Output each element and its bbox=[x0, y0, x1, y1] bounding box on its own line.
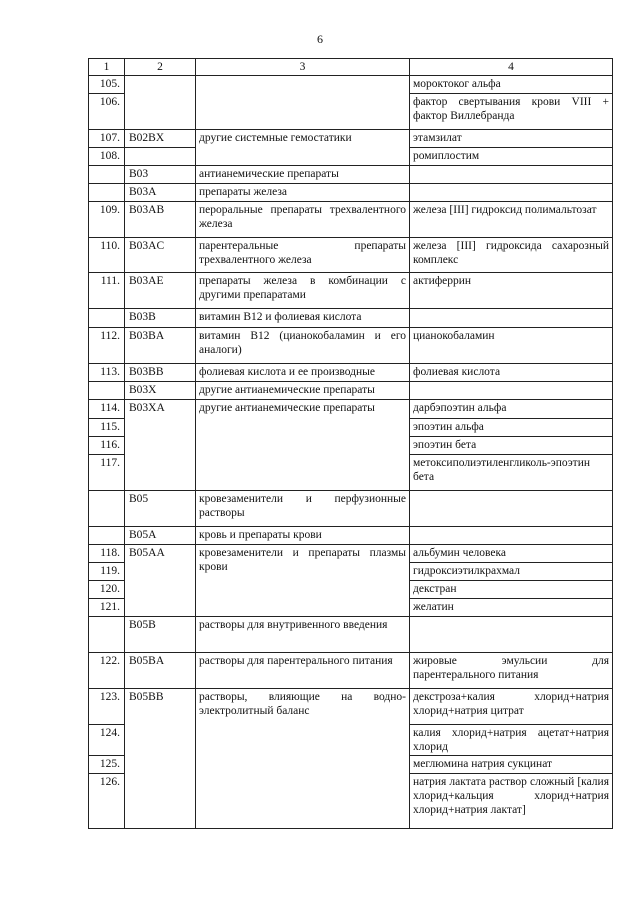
drug-name-cell: ромиплостим bbox=[410, 148, 613, 166]
table-row bbox=[89, 653, 613, 689]
row-number-cell bbox=[89, 491, 125, 527]
table-row bbox=[89, 527, 613, 545]
drug-name-cell: жировые эмульсии для парентерального питания bbox=[410, 653, 613, 689]
atc-code-cell: B05A bbox=[125, 527, 196, 545]
table-row bbox=[89, 328, 613, 364]
pharmacological-group-cell: кровь и препараты крови bbox=[196, 527, 410, 545]
atc-code-cell: B05B bbox=[125, 617, 196, 653]
atc-code-cell: B03BA bbox=[125, 328, 196, 364]
drug-name-cell: эпоэтин альфа bbox=[410, 419, 613, 437]
row-number-cell bbox=[89, 382, 125, 400]
row-number-cell: 111. bbox=[89, 273, 125, 309]
drug-name-cell: меглюмина натрия сукцинат bbox=[410, 756, 613, 774]
row-number-cell: 124. bbox=[89, 725, 125, 756]
atc-code-cell: B05AA bbox=[125, 545, 196, 617]
row-number-cell: 109. bbox=[89, 202, 125, 238]
pharmacological-group-cell: кровезаменители и перфузионные растворы bbox=[196, 491, 410, 527]
pharmacological-group-cell: другие антианемические препараты bbox=[196, 382, 410, 400]
table-row bbox=[89, 238, 613, 273]
drug-classification-table bbox=[88, 58, 613, 829]
row-number-cell: 119. bbox=[89, 563, 125, 581]
row-number-cell bbox=[89, 309, 125, 328]
row-number-cell: 125. bbox=[89, 756, 125, 774]
row-number-cell bbox=[89, 166, 125, 184]
table-row bbox=[89, 166, 613, 184]
pharmacological-group-cell: препараты железа в комбинации с другими препаратами bbox=[196, 273, 410, 309]
atc-code-cell: B02BX bbox=[125, 130, 196, 148]
drug-name-cell bbox=[410, 166, 613, 184]
table-row bbox=[89, 184, 613, 202]
pharmacological-group-cell: другие антианемические препараты bbox=[196, 400, 410, 491]
row-number-cell bbox=[89, 527, 125, 545]
drug-name-cell bbox=[410, 617, 613, 653]
pharmacological-group-cell: растворы для внутривенного введения bbox=[196, 617, 410, 653]
row-number-cell: 106. bbox=[89, 94, 125, 130]
drug-name-cell: фолиевая кислота bbox=[410, 364, 613, 382]
drug-name-cell bbox=[410, 184, 613, 202]
drug-name-cell bbox=[410, 491, 613, 527]
row-number-cell: 114. bbox=[89, 400, 125, 419]
table-header-row bbox=[89, 59, 613, 76]
row-number-cell: 105. bbox=[89, 76, 125, 94]
table-row bbox=[89, 382, 613, 400]
pharmacological-group-cell: другие системные гемостатики bbox=[196, 130, 410, 166]
drug-name-cell: дарбэпоэтин альфа bbox=[410, 400, 613, 419]
row-number-cell: 121. bbox=[89, 599, 125, 617]
drug-name-cell bbox=[410, 382, 613, 400]
drug-name-cell: натрия лактата раствор сложный [калия хлорид+кальция хлорид+натрия хлорид+натрия лактат] bbox=[410, 774, 613, 829]
drug-name-cell: калия хлорид+натрия ацетат+натрия хлорид bbox=[410, 725, 613, 756]
drug-name-cell: метоксиполиэтиленгликоль-эпоэтин бета bbox=[410, 455, 613, 491]
row-number-cell: 120. bbox=[89, 581, 125, 599]
pharmacological-group-cell: пероральные препараты трехвалентного железа bbox=[196, 202, 410, 238]
table-row bbox=[89, 130, 613, 148]
drug-name-cell: эпоэтин бета bbox=[410, 437, 613, 455]
row-number-cell: 115. bbox=[89, 419, 125, 437]
table-row bbox=[89, 364, 613, 382]
drug-name-cell: мороктоког альфа bbox=[410, 76, 613, 94]
atc-code-cell: B03A bbox=[125, 184, 196, 202]
drug-name-cell: декстроза+калия хлорид+натрия хлорид+натрия цитрат bbox=[410, 689, 613, 725]
drug-name-cell: железа [III] гидроксида сахарозный комплекс bbox=[410, 238, 613, 273]
drug-name-cell: декстран bbox=[410, 581, 613, 599]
row-number-cell: 117. bbox=[89, 455, 125, 491]
drug-name-cell: желатин bbox=[410, 599, 613, 617]
pharmacological-group-cell bbox=[196, 76, 410, 130]
pharmacological-group-cell: фолиевая кислота и ее производные bbox=[196, 364, 410, 382]
atc-code-cell: B03B bbox=[125, 309, 196, 328]
row-number-cell: 123. bbox=[89, 689, 125, 725]
table-row bbox=[89, 689, 613, 725]
drug-name-cell: железа [III] гидроксид полимальтозат bbox=[410, 202, 613, 238]
header-col-2: 2 bbox=[125, 59, 196, 76]
atc-code-cell: B05BB bbox=[125, 689, 196, 829]
pharmacological-group-cell: витамин B12 (цианокобаламин и его аналоги) bbox=[196, 328, 410, 364]
table-row bbox=[89, 273, 613, 309]
header-col-4: 4 bbox=[410, 59, 613, 76]
header-col-1: 1 bbox=[89, 59, 125, 76]
pharmacological-group-cell: растворы для парентерального питания bbox=[196, 653, 410, 689]
pharmacological-group-cell: витамин B12 и фолиевая кислота bbox=[196, 309, 410, 328]
atc-code-cell: B03X bbox=[125, 382, 196, 400]
row-number-cell: 110. bbox=[89, 238, 125, 273]
atc-code-cell: B03AB bbox=[125, 202, 196, 238]
drug-name-cell: актиферрин bbox=[410, 273, 613, 309]
row-number-cell: 107. bbox=[89, 130, 125, 148]
drug-name-cell: гидроксиэтилкрахмал bbox=[410, 563, 613, 581]
atc-code-cell: B03AC bbox=[125, 238, 196, 273]
pharmacological-group-cell: парентеральные препараты трехвалентного железа bbox=[196, 238, 410, 273]
drug-name-cell: альбумин человека bbox=[410, 545, 613, 563]
drug-name-cell: цианокобаламин bbox=[410, 328, 613, 364]
table-row bbox=[89, 202, 613, 238]
row-number-cell: 118. bbox=[89, 545, 125, 563]
atc-code-cell bbox=[125, 76, 196, 130]
drug-name-cell bbox=[410, 309, 613, 328]
table-row bbox=[89, 400, 613, 419]
row-number-cell: 122. bbox=[89, 653, 125, 689]
table-row bbox=[89, 76, 613, 94]
pharmacological-group-cell: кровезаменители и препараты плазмы крови bbox=[196, 545, 410, 617]
atc-code-cell: B03XA bbox=[125, 400, 196, 491]
row-number-cell: 126. bbox=[89, 774, 125, 829]
atc-code-cell: B03AE bbox=[125, 273, 196, 309]
atc-code-cell: B05 bbox=[125, 491, 196, 527]
row-number-cell: 112. bbox=[89, 328, 125, 364]
pharmacological-group-cell: препараты железа bbox=[196, 184, 410, 202]
pharmacological-group-cell: антианемические препараты bbox=[196, 166, 410, 184]
table-row bbox=[89, 491, 613, 527]
header-col-3: 3 bbox=[196, 59, 410, 76]
atc-code-cell: B03BB bbox=[125, 364, 196, 382]
drug-name-cell: фактор свертывания крови VIII + фактор Виллебранда bbox=[410, 94, 613, 130]
table-row bbox=[89, 309, 613, 328]
row-number-cell: 108. bbox=[89, 148, 125, 166]
row-number-cell bbox=[89, 617, 125, 653]
page-number: 6 bbox=[317, 32, 323, 46]
atc-code-cell bbox=[125, 148, 196, 166]
pharmacological-group-cell: растворы, влияющие на водно-электролитный баланс bbox=[196, 689, 410, 829]
atc-code-cell: B05BA bbox=[125, 653, 196, 689]
table-row bbox=[89, 545, 613, 563]
row-number-cell bbox=[89, 184, 125, 202]
table-row bbox=[89, 617, 613, 653]
atc-code-cell: B03 bbox=[125, 166, 196, 184]
drug-name-cell bbox=[410, 527, 613, 545]
row-number-cell: 116. bbox=[89, 437, 125, 455]
row-number-cell: 113. bbox=[89, 364, 125, 382]
drug-name-cell: этамзилат bbox=[410, 130, 613, 148]
